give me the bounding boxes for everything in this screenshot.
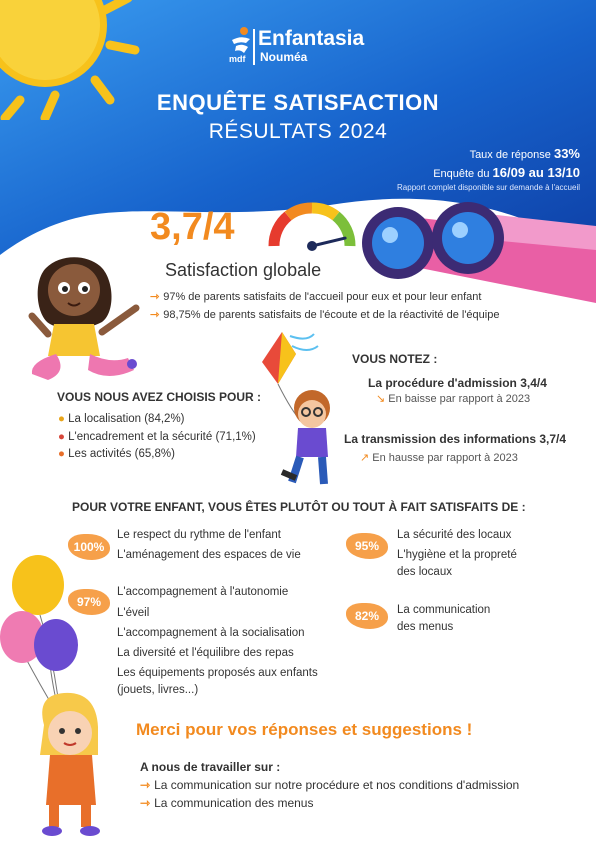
- satisfied-item: (jouets, livres...): [117, 684, 199, 696]
- trend-down-arrow-icon: ↘: [376, 393, 386, 405]
- satisfied-heading: POUR VOTRE ENFANT, VOUS ÊTES PLUTÔT OU TOUT À FAIT SATISFAITS DE :: [72, 500, 526, 514]
- global-point-text: 97% de parents satisfaits de l'accueil pour eux et pour leur enfant: [163, 291, 482, 303]
- satisfied-item: des locaux: [397, 566, 452, 578]
- brand-city: Nouméa: [260, 50, 308, 64]
- pct-badge: 82%: [346, 603, 388, 629]
- satisfied-item: Le respect du rythme de l'enfant: [117, 529, 281, 541]
- arrow-icon: ⇾: [140, 778, 151, 792]
- satisfied-item: La communication: [397, 604, 491, 616]
- silver-medal-icon: ●: [58, 431, 65, 443]
- satisfied-item: La diversité et l'équilibre des repas: [117, 647, 294, 659]
- rating-trend: [360, 451, 518, 464]
- response-rate-label: Taux de réponse: [469, 149, 551, 161]
- gauge-needle: [312, 238, 345, 246]
- pct-badge: 95%: [346, 533, 388, 559]
- page-title: ENQUÊTE SATISFACTION: [156, 90, 440, 115]
- trend-up-arrow-icon: ↗: [360, 452, 370, 464]
- gold-medal-icon: ●: [58, 413, 65, 425]
- chosen-item-label: La localisation (84,2%): [68, 413, 185, 425]
- work-item-text: La communication sur notre procédure et nos conditions d'admission: [154, 778, 520, 792]
- satisfied-item: L'aménagement des espaces de vie: [117, 549, 301, 561]
- report-note: Rapport complet disponible sur demande à l'accueil: [397, 183, 580, 192]
- rating-trend: [376, 392, 530, 405]
- satisfied-item: des menus: [397, 621, 454, 633]
- satisfied-item: L'éveil: [117, 607, 150, 619]
- survey-dates-label: Enquête du: [433, 168, 490, 180]
- response-rate: [470, 146, 580, 161]
- satisfied-item: L'hygiène et la propreté: [397, 549, 517, 561]
- work-item: [140, 778, 519, 792]
- satisfaction-gauge: [266, 196, 358, 252]
- pct-badge: 97%: [68, 589, 110, 615]
- enfantasia-logo-icon: [228, 26, 254, 54]
- brand-mdf-label: mdf: [229, 54, 246, 64]
- response-rate-value: 33%: [553, 146, 580, 161]
- girl-illustration: [28, 246, 148, 386]
- satisfied-item: La sécurité des locaux: [397, 529, 512, 541]
- chosen-item-label: L'encadrement et la sécurité (71,1%): [68, 431, 256, 443]
- chosen-item: [58, 448, 175, 460]
- work-item-text: La communication des menus: [154, 796, 314, 810]
- survey-dates: [433, 165, 580, 180]
- thanks-message: Merci pour vos réponses et suggestions !: [136, 720, 473, 739]
- global-point-text: 98,75% de parents satisfaits de l'écoute et de la réactivité de l'équipe: [163, 309, 500, 321]
- global-point: [150, 308, 499, 321]
- survey-dates-value: 16/09 au 13/10: [492, 165, 580, 180]
- chosen-heading: VOUS NOUS AVEZ CHOISIS POUR :: [57, 390, 262, 404]
- balloon-girl-illustration: [0, 555, 135, 840]
- satisfied-item: Les équipements proposés aux enfants: [117, 667, 318, 679]
- global-point: [150, 290, 481, 303]
- brand-divider: [253, 29, 255, 65]
- work-heading: A nous de travailler sur :: [140, 760, 281, 774]
- work-item: [140, 796, 313, 810]
- global-satisfaction-title: Satisfaction globale: [165, 260, 322, 280]
- rating-trend-text: En baisse par rapport à 2023: [388, 393, 531, 405]
- rating-item: La procédure d'admission 3,4/4: [368, 376, 547, 390]
- pct-badge: 100%: [68, 534, 110, 560]
- rating-trend-text: En hausse par rapport à 2023: [372, 452, 518, 464]
- ratings-heading: VOUS NOTEZ :: [352, 352, 438, 366]
- chosen-item: [58, 431, 256, 443]
- arrow-icon: ⇾: [150, 291, 160, 303]
- global-score: 3,7/4: [150, 206, 235, 248]
- kite-boy-illustration: [252, 332, 332, 492]
- bronze-medal-icon: ●: [58, 448, 65, 460]
- page-subtitle: RÉSULTATS 2024: [208, 120, 388, 143]
- arrow-icon: ⇾: [140, 796, 151, 810]
- satisfied-item: L'accompagnement à l'autonomie: [117, 586, 289, 598]
- satisfied-item: L'accompagnement à la socialisation: [117, 627, 305, 639]
- chosen-item: [58, 413, 185, 425]
- brand-name: Enfantasia: [258, 27, 365, 50]
- arrow-icon: ⇾: [150, 309, 160, 321]
- rating-item: La transmission des informations 3,7/4: [344, 432, 567, 446]
- chosen-item-label: Les activités (65,8%): [68, 448, 175, 460]
